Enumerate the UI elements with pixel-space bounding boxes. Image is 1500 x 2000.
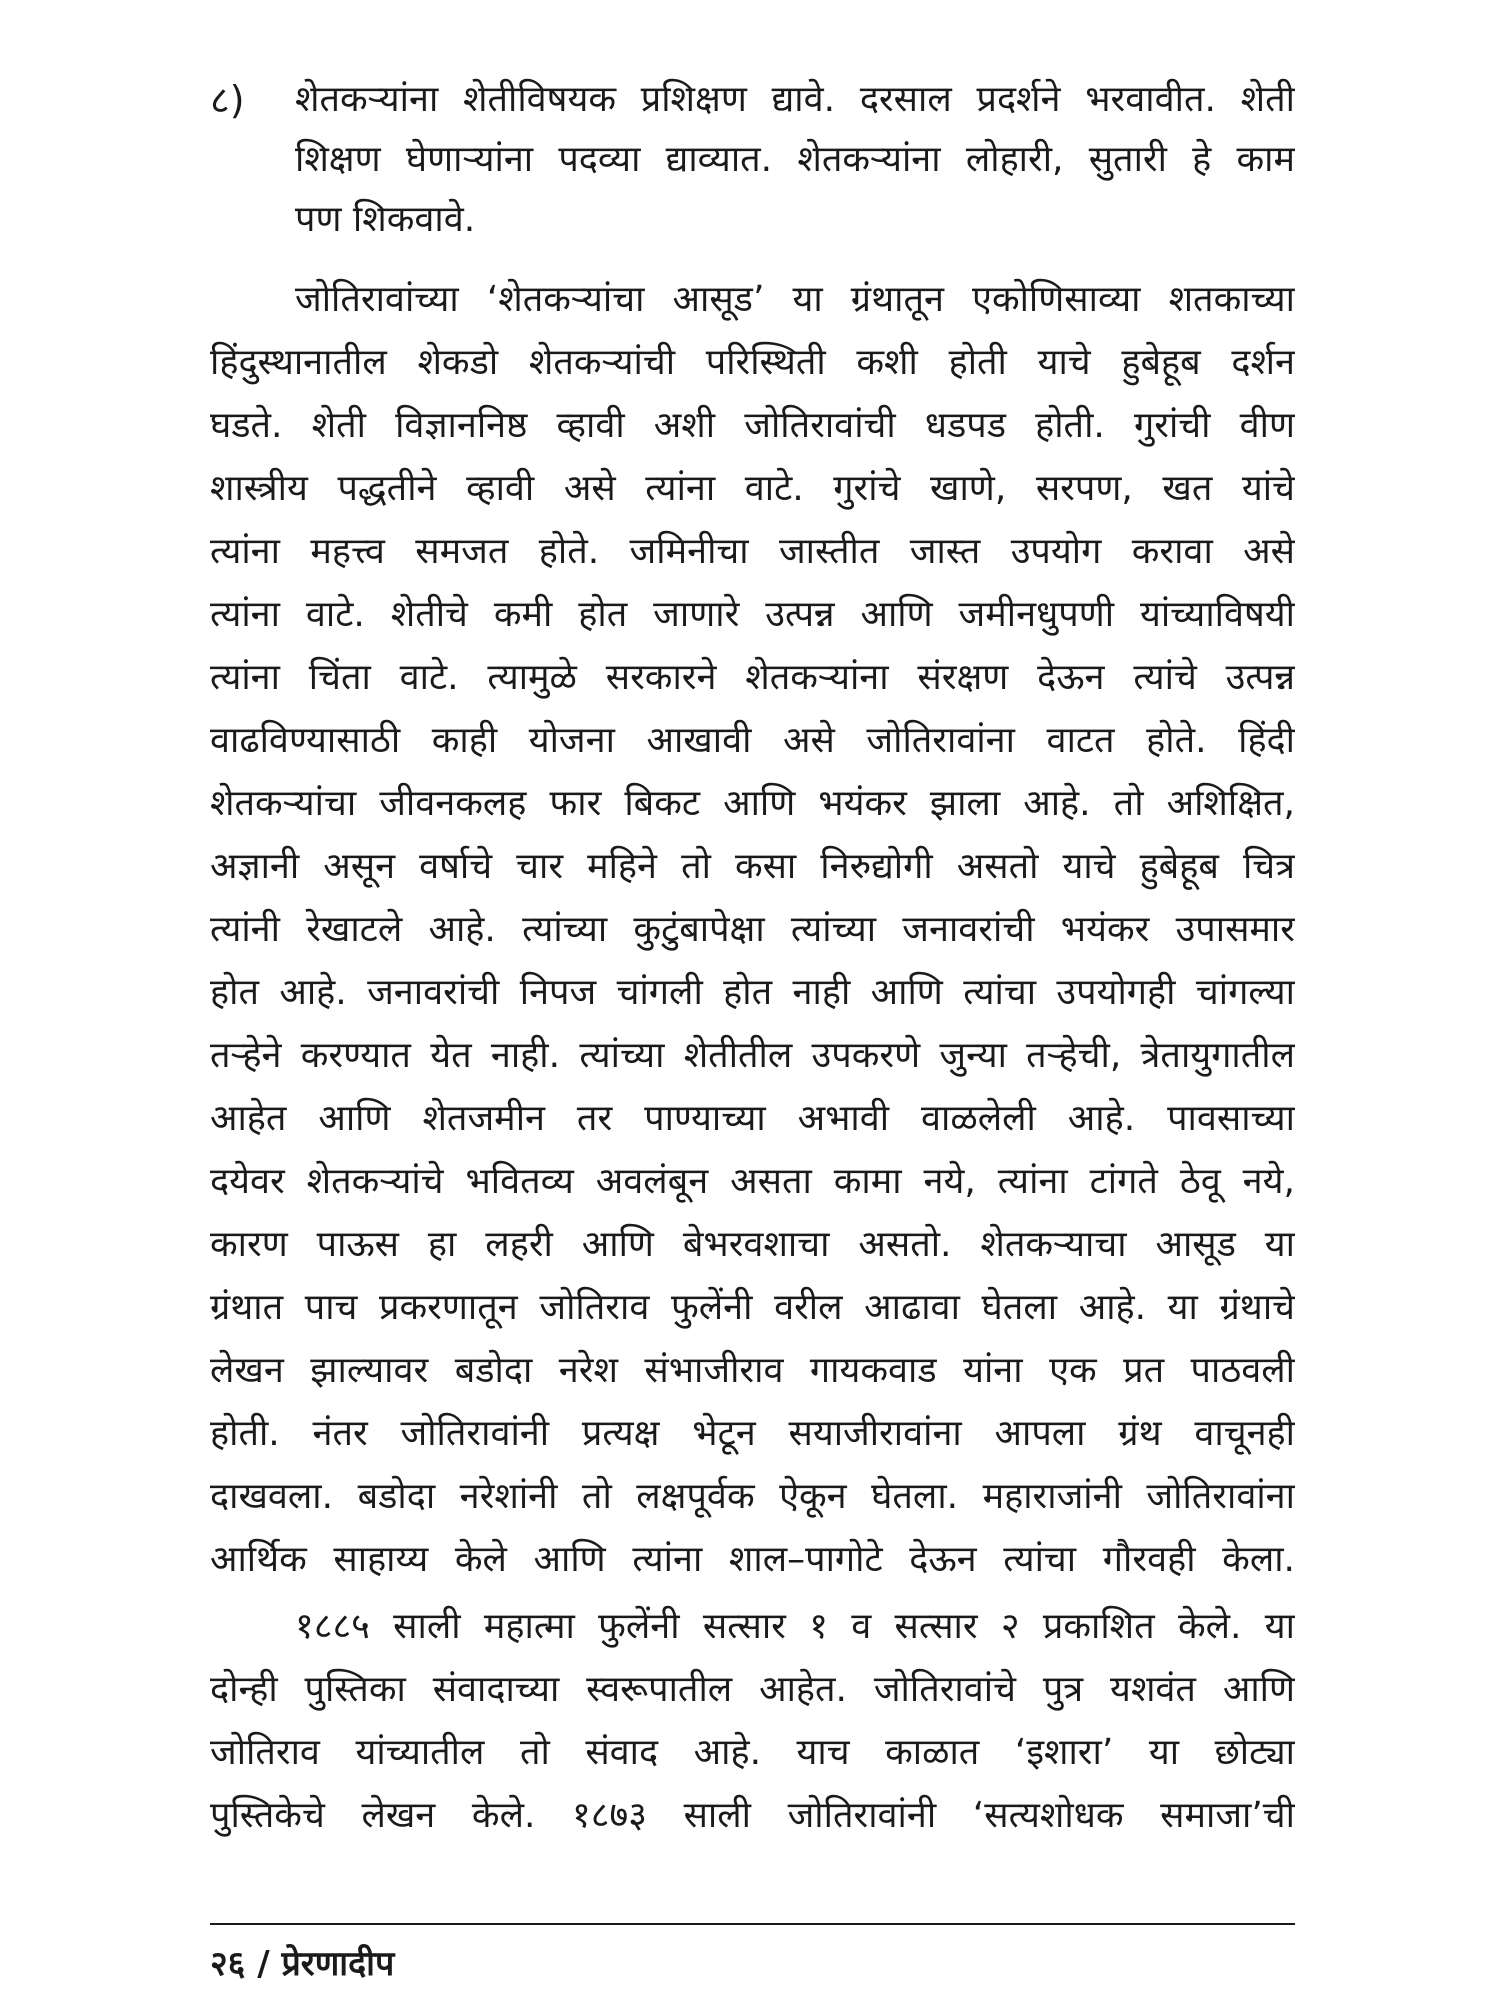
text-line: पुस्तिकेचे लेखन केले. १८७३ साली जोतिरावांनी ‘सत्यशोधक समाजा’ची [210, 1795, 1295, 1836]
page-footer: २६ / प्रेरणादीप [210, 1944, 395, 1984]
text-line: घडते. शेती विज्ञाननिष्ठ व्हावी अशी जोतिरावांची धडपड होती. गुरांची वीण [210, 405, 1295, 446]
text-line: अज्ञानी असून वर्षाचे चार महिने तो कसा निरुद्योगी असतो याचे हुबेहूब चित्र [210, 846, 1295, 887]
text-line: त्यांना चिंता वाटे. त्यामुळे सरकारने शेतकऱ्यांना संरक्षण देऊन त्यांचे उत्पन्न [210, 657, 1295, 698]
text-line: पण शिकवावे. [295, 199, 476, 240]
text-line: शेतकऱ्यांना शेतीविषयक प्रशिक्षण द्यावे. दरसाल प्रदर्शने भरवावीत. शेती [295, 79, 1295, 120]
text-line: कारण पाऊस हा लहरी आणि बेभरवशाचा असतो. शेतकऱ्याचा आसूड या [210, 1224, 1295, 1265]
text-line: लेखन झाल्यावर बडोदा नरेश संभाजीराव गायकवाड यांना एक प्रत पाठवली [210, 1350, 1295, 1391]
text-line: होत आहे. जनावरांची निपज चांगली होत नाही आणि त्यांचा उपयोगही चांगल्या [210, 972, 1295, 1013]
text-line: होती. नंतर जोतिरावांनी प्रत्यक्ष भेटून सयाजीरावांना आपला ग्रंथ वाचूनही [210, 1413, 1295, 1454]
text-line: आहेत आणि शेतजमीन तर पाण्याच्या अभावी वाळलेली आहे. पावसाच्या [210, 1098, 1295, 1139]
list-item-number: ८) [210, 78, 245, 122]
text-line: दयेवर शेतकऱ्यांचे भवितव्य अवलंबून असता कामा नये, त्यांना टांगते ठेवू नये, [210, 1161, 1295, 1202]
text-line: शेतकऱ्यांचा जीवनकलह फार बिकट आणि भयंकर झाला आहे. तो अशिक्षित, [210, 783, 1295, 824]
footer-divider [210, 1923, 1295, 1925]
text-line: शिक्षण घेणाऱ्यांना पदव्या द्याव्यात. शेतकऱ्यांना लोहारी, सुतारी हे काम [295, 139, 1295, 180]
text-line: १८८५ साली महात्मा फुलेंनी सत्सार १ व सत्सार २ प्रकाशित केले. या [295, 1606, 1295, 1647]
text-line: वाढविण्यासाठी काही योजना आखावी असे जोतिरावांना वाटत होते. हिंदी [210, 720, 1295, 761]
text-line: त्यांना वाटे. शेतीचे कमी होत जाणारे उत्पन्न आणि जमीनधुपणी यांच्याविषयी [210, 594, 1295, 635]
text-line: दाखवला. बडोदा नरेशांनी तो लक्षपूर्वक ऐकून घेतला. महाराजांनी जोतिरावांना [210, 1476, 1295, 1517]
text-line: जोतिरावांच्या ‘शेतकऱ्यांचा आसूड’ या ग्रंथातून एकोणिसाव्या शतकाच्या [295, 279, 1295, 320]
text-line: दोन्ही पुस्तिका संवादाच्या स्वरूपातील आहेत. जोतिरावांचे पुत्र यशवंत आणि [210, 1669, 1295, 1710]
text-line: शास्त्रीय पद्धतीने व्हावी असे त्यांना वाटे. गुरांचे खाणे, सरपण, खत यांचे [210, 468, 1295, 509]
text-line: जोतिराव यांच्यातील तो संवाद आहे. याच काळात ‘इशारा’ या छोट्या [210, 1732, 1295, 1773]
text-line: आर्थिक साहाय्य केले आणि त्यांना शाल–पागोटे देऊन त्यांचा गौरवही केला. [210, 1539, 1295, 1580]
text-line: त्यांना महत्त्व समजत होते. जमिनीचा जास्तीत जास्त उपयोग करावा असे [210, 531, 1295, 572]
text-line: तऱ्हेने करण्यात येत नाही. त्यांच्या शेतीतील उपकरणे जुन्या तऱ्हेची, त्रेतायुगातील [210, 1035, 1295, 1076]
text-line: हिंदुस्थानातील शेकडो शेतकऱ्यांची परिस्थिती कशी होती याचे हुबेहूब दर्शन [210, 342, 1295, 383]
text-line: त्यांनी रेखाटले आहे. त्यांच्या कुटुंबापेक्षा त्यांच्या जनावरांची भयंकर उपासमार [210, 909, 1295, 950]
text-line: ग्रंथात पाच प्रकरणातून जोतिराव फुलेंनी वरील आढावा घेतला आहे. या ग्रंथाचे [210, 1287, 1295, 1328]
